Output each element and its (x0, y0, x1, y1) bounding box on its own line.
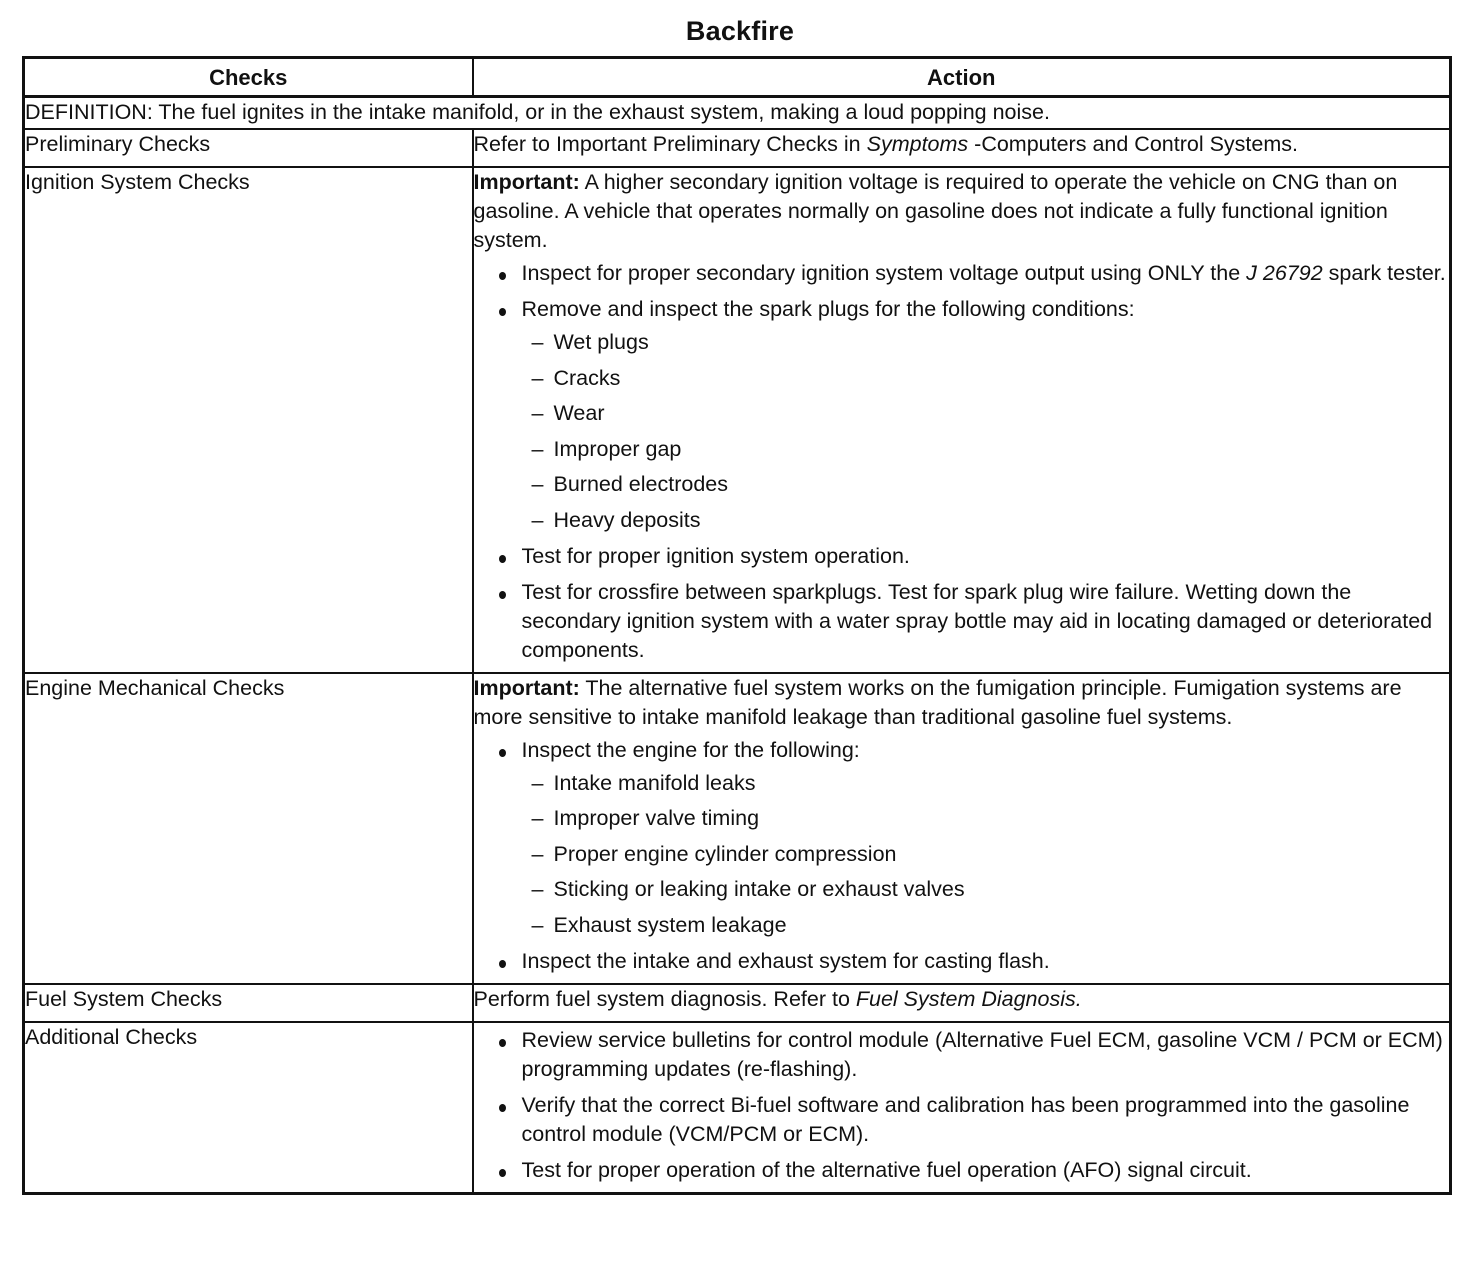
table-row-additional (24, 1022, 1451, 1194)
sub-list-item (522, 875, 1450, 904)
important-note (474, 674, 1450, 732)
dash-icon: – (531, 877, 544, 901)
table-row-preliminary (24, 129, 1451, 167)
important-note (474, 168, 1450, 255)
important-text: A higher secondary ignition voltage is required to operate the vehicle on CNG than on gasoline. A vehicle that operates normally on gasoline does not indicate a fully functional ignition system. (473, 170, 1398, 252)
check-label: Fuel System Checks (24, 984, 473, 1022)
dash-icon: – (531, 330, 544, 354)
dash-icon: – (531, 436, 544, 461)
sub-list-item (522, 769, 1450, 798)
action-cell (473, 167, 1451, 673)
list-item (474, 295, 1450, 535)
bullet-icon (499, 960, 506, 968)
action-text: Perform fuel system diagnosis. Refer to (473, 986, 856, 1011)
dash-icon: – (531, 507, 544, 532)
sub-list-item-text: Wet plugs (553, 330, 649, 354)
table-row-fuel (24, 984, 1451, 1022)
list-item (474, 947, 1450, 976)
list-item (474, 259, 1450, 288)
bullet-icon (499, 272, 506, 280)
sub-list-item-text: Proper engine cylinder compression (553, 841, 897, 866)
definition-text: DEFINITION: The fuel ignites in the intake manifold, or in the exhaust system, making a loud popping noise. (24, 97, 1451, 130)
check-label: Additional Checks (24, 1022, 473, 1194)
sub-list-item (522, 399, 1450, 428)
sub-list-item-text: Improper valve timing (553, 806, 760, 830)
check-label: Engine Mechanical Checks (24, 673, 473, 984)
dash-icon: – (531, 472, 544, 496)
bullet-list (474, 736, 1450, 976)
sub-list-item (522, 435, 1450, 464)
list-item-text-tail: spark tester. (1322, 261, 1446, 285)
important-text: The alternative fuel system works on the fumigation principle. Fumigation systems are more sensitive to intake manifold leakage than traditional gasoline fuel systems. (473, 675, 1402, 729)
action-cell (473, 673, 1451, 984)
sub-list-item (522, 804, 1450, 833)
list-item-text: Inspect for proper secondary ignition system voltage output using ONLY the (521, 261, 1247, 285)
action-text-tail: -Computers and Control Systems. (968, 132, 1298, 156)
list-item-text: Test for crossfire between sparkplugs. Test for spark plug wire failure. Wetting down the secondary ignition system with a water spray bottle may aid in locating damaged or deteriorated components. (521, 579, 1433, 662)
list-item-text: Remove and inspect the spark plugs for the following conditions: (521, 297, 1135, 321)
list-item (474, 736, 1450, 940)
bullet-list (474, 1026, 1450, 1185)
sub-list-item-text: Exhaust system leakage (553, 912, 787, 937)
check-label: Ignition System Checks (24, 167, 473, 673)
bullet-icon (499, 308, 506, 316)
important-label: Important: (473, 675, 580, 700)
list-item (474, 1026, 1450, 1084)
list-item-text: Test for proper operation of the alternative fuel operation (AFO) signal circuit. (521, 1157, 1252, 1182)
list-item (474, 542, 1450, 571)
bullet-icon (499, 1104, 506, 1112)
action-cell (473, 129, 1451, 167)
sub-list-item-text: Wear (553, 401, 605, 425)
list-item-text: Review service bulletins for control module (Alternative Fuel ECM, gasoline VCM / PCM or ECM) programming updates (re-flashing). (521, 1027, 1443, 1081)
dash-icon: – (531, 770, 544, 795)
list-item (474, 1091, 1450, 1149)
dash-icon: – (531, 365, 544, 390)
sub-list-item-text: Intake manifold leaks (553, 770, 756, 795)
list-item-text: Verify that the correct Bi-fuel software and calibration has been programmed into the gasoline control module (VCM/PCM or ECM). (521, 1092, 1410, 1146)
tool-reference: J 26792 (1246, 261, 1323, 285)
action-cell (473, 984, 1451, 1022)
dash-icon: – (531, 841, 544, 866)
sub-list-item (522, 328, 1450, 357)
sub-list-item-text: Improper gap (553, 436, 682, 461)
backfire-diagnostic-table (22, 56, 1452, 1195)
sub-list-item (522, 506, 1450, 535)
sub-list-item (522, 911, 1450, 940)
dash-icon: – (531, 401, 544, 425)
bullet-icon (499, 555, 506, 563)
action-text: Refer to Important Preliminary Checks in (473, 132, 867, 156)
sub-list-item-text: Burned electrodes (553, 472, 728, 496)
list-item-text: Inspect the intake and exhaust system for casting flash. (521, 948, 1050, 973)
column-header-checks: Checks (24, 58, 473, 97)
list-item (474, 578, 1450, 665)
condition-list (522, 328, 1450, 535)
bullet-icon (499, 1039, 506, 1047)
table-row-engine (24, 673, 1451, 984)
symptoms-reference: Symptoms (866, 132, 969, 156)
check-label: Preliminary Checks (24, 129, 473, 167)
page-title: Backfire (685, 16, 795, 46)
bullet-list (474, 259, 1450, 665)
dash-icon: – (531, 806, 544, 830)
column-header-action: Action (473, 58, 1451, 97)
bullet-icon (499, 1169, 506, 1177)
definition-row (24, 97, 1451, 130)
table-header-row (24, 58, 1451, 97)
sub-list-item-text: Cracks (553, 365, 621, 390)
action-cell (473, 1022, 1451, 1194)
bullet-icon (499, 591, 506, 599)
fuel-system-diagnosis-reference: Fuel System Diagnosis. (855, 986, 1082, 1011)
sub-list-item-text: Heavy deposits (553, 507, 701, 532)
sub-list-item-text: Sticking or leaking intake or exhaust valves (553, 877, 965, 901)
sub-list-item (522, 364, 1450, 393)
bullet-icon (499, 749, 506, 757)
dash-icon: – (531, 912, 544, 937)
important-label: Important: (473, 170, 580, 194)
list-item-text: Inspect the engine for the following: (521, 737, 860, 762)
sub-list-item (522, 840, 1450, 869)
list-item (474, 1156, 1450, 1185)
table-row-ignition (24, 167, 1451, 673)
sub-list-item (522, 470, 1450, 499)
inspection-list (522, 769, 1450, 940)
list-item-text: Test for proper ignition system operation. (521, 543, 910, 568)
